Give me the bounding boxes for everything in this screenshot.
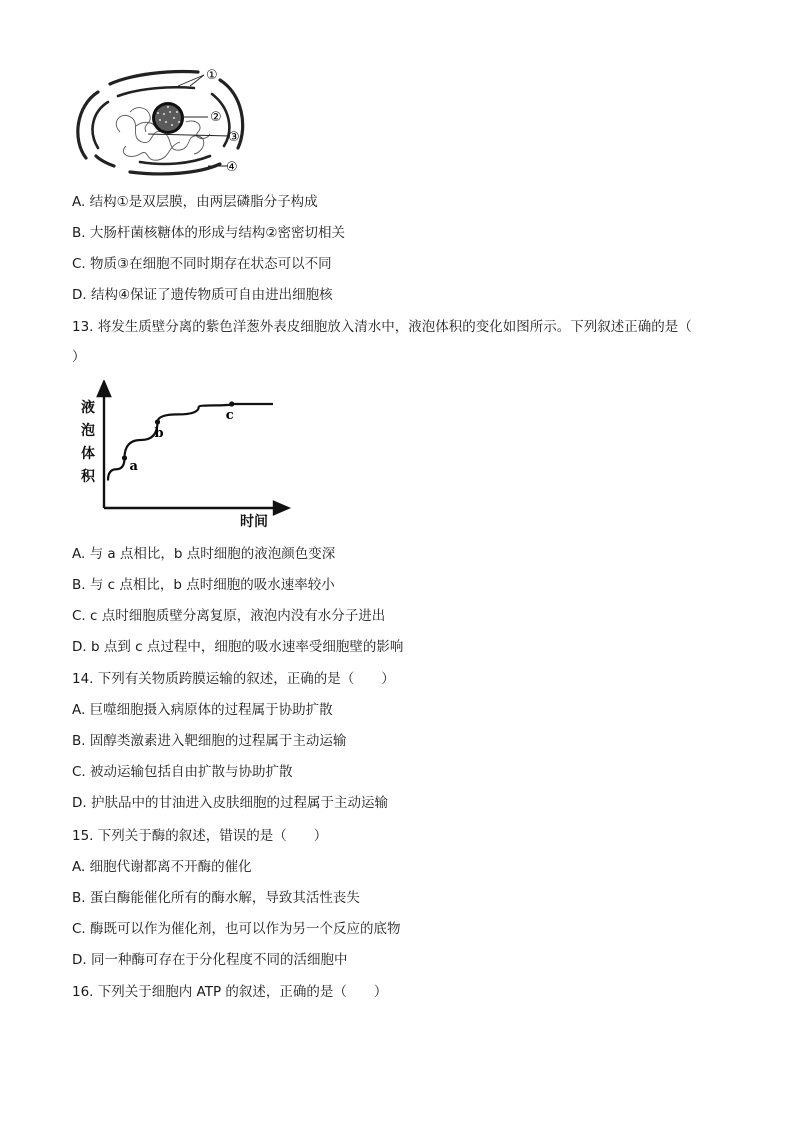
point-c bbox=[229, 401, 234, 406]
envelope-outer-top bbox=[110, 72, 198, 85]
point-b bbox=[155, 419, 160, 424]
nucleolus bbox=[152, 102, 184, 134]
q12-option-a: A. 结构①是双层膜，由两层磷脂分子构成 bbox=[72, 194, 318, 210]
q12-option-c: C. 物质③在细胞不同时期存在状态可以不同 bbox=[72, 256, 332, 272]
q16-stem: 16. 下列关于细胞内 ATP 的叙述，正确的是（ ） bbox=[72, 984, 388, 1000]
ylabel-char-1: 液 bbox=[81, 400, 95, 416]
q13-option-c: C. c 点时细胞质壁分离复原，液泡内没有水分子进出 bbox=[72, 608, 386, 624]
label-1: ① bbox=[206, 68, 218, 83]
ylabel-char-2: 泡 bbox=[81, 423, 95, 439]
y-axis-arrow bbox=[98, 382, 110, 396]
vacuole-volume-graph bbox=[78, 380, 298, 530]
nucleus-diagram bbox=[70, 62, 270, 180]
q14-option-b: B. 固醇类激素进入靶细胞的过程属于主动运输 bbox=[72, 733, 347, 749]
x-axis-label: 时间 bbox=[240, 514, 268, 530]
q14-option-d: D. 护肤品中的甘油进入皮肤细胞的过程属于主动运输 bbox=[72, 795, 388, 811]
point-label-b: b bbox=[154, 426, 164, 441]
q13-option-a: A. 与 a 点相比，b 点时细胞的液泡颜色变深 bbox=[72, 546, 336, 562]
q15-option-d: D. 同一种酶可存在于分化程度不同的活细胞中 bbox=[72, 952, 348, 968]
q15-option-c: C. 酶既可以作为催化剂，也可以作为另一个反应的底物 bbox=[72, 921, 401, 937]
q13-option-b: B. 与 c 点相比，b 点时细胞的吸水速率较小 bbox=[72, 577, 335, 593]
label-4: ④ bbox=[226, 160, 238, 175]
q13-stem: 13. 将发生质壁分离的紫色洋葱外表皮细胞放入清水中，液泡体积的变化如图所示。下列叙述正确的是（ bbox=[72, 319, 692, 335]
q15-option-b: B. 蛋白酶能催化所有的酶水解，导致其活性丧失 bbox=[72, 890, 360, 906]
envelope-inner-top bbox=[118, 87, 194, 96]
envelope-inner-left bbox=[93, 102, 108, 148]
point-label-c: c bbox=[225, 408, 234, 423]
label-2: ② bbox=[210, 110, 222, 125]
q13-option-d: D. b 点到 c 点过程中，细胞的吸水速率受细胞壁的影响 bbox=[72, 639, 404, 655]
point-label-a: a bbox=[129, 459, 138, 474]
q12-option-b: B. 大肠杆菌核糖体的形成与结构②密密切相关 bbox=[72, 225, 345, 241]
envelope-outer-left bbox=[78, 92, 98, 158]
q12-option-d: D. 结构④保证了遗传物质可自由进出细胞核 bbox=[72, 287, 333, 303]
q14-option-a: A. 巨噬细胞摄入病原体的过程属于协助扩散 bbox=[72, 702, 333, 718]
point-a bbox=[122, 455, 127, 460]
envelope-outer-bottom-left bbox=[96, 156, 114, 166]
q13-stem-close: ） bbox=[72, 349, 86, 365]
envelope-inner-bottom bbox=[140, 156, 210, 164]
q14-option-c: C. 被动运输包括自由扩散与协助扩散 bbox=[72, 764, 293, 780]
q14-stem: 14. 下列有关物质跨膜运输的叙述，正确的是（ ） bbox=[72, 671, 395, 687]
label-3: ③ bbox=[228, 130, 240, 145]
ylabel-char-4: 积 bbox=[81, 469, 95, 485]
envelope-outer-bottom bbox=[130, 164, 220, 174]
q15-option-a: A. 细胞代谢都离不开酶的催化 bbox=[72, 859, 252, 875]
ylabel-char-3: 体 bbox=[81, 446, 95, 462]
x-axis-arrow bbox=[274, 502, 288, 514]
q15-stem: 15. 下列关于酶的叙述，错误的是（ ） bbox=[72, 828, 328, 844]
